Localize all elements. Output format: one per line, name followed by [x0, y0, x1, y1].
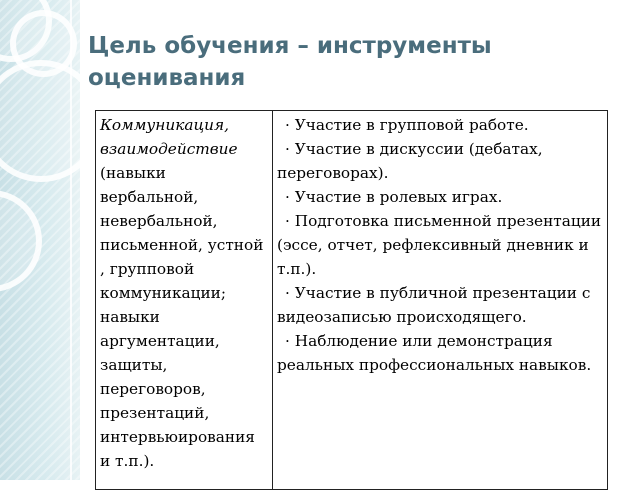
decorative-circle: [0, 60, 80, 182]
slide-title: Цель обучения – инструменты оценивания: [88, 33, 492, 91]
list-item: [277, 329, 603, 377]
list-item: [277, 137, 603, 185]
list-item-text: Наблюдение или демонстрация реальных профессиональных навыков.: [277, 332, 592, 374]
list-item: [277, 209, 603, 281]
list-item-text: Участие в ролевых играх.: [294, 188, 503, 206]
competency-cell: [96, 111, 273, 490]
bullet-marker: ·: [285, 284, 290, 302]
table-row: [96, 111, 608, 490]
assessment-table: [95, 110, 608, 490]
competency-name: Коммуникация, взаимодействие: [100, 116, 238, 158]
list-item-text: Участие в дискуссии (дебатах, переговорах).: [277, 140, 543, 182]
competency-description: (навыки вербальной, невербальной, письменной, устной , групповой коммуникации; навыки аргументации, защиты, переговоров, презентаций, интервьюирования и т.п.).: [100, 164, 264, 470]
bullet-marker: ·: [285, 188, 290, 206]
list-item: [277, 281, 603, 329]
list-item: [277, 113, 603, 137]
list-item-text: Подготовка письменной презентации (эссе, отчет, рефлексивный дневник и т.п.).: [277, 212, 602, 278]
instruments-cell: [273, 111, 608, 490]
decorative-divider: [70, 0, 72, 480]
bullet-marker: ·: [285, 140, 290, 158]
decorative-strip: [0, 0, 80, 480]
bullet-marker: ·: [285, 212, 290, 230]
list-item-text: Участие в публичной презентации с видеозаписью происходящего.: [277, 284, 591, 326]
list-item-text: Участие в групповой работе.: [294, 116, 529, 134]
list-item: [277, 185, 603, 209]
bullet-marker: ·: [285, 332, 290, 350]
bullet-marker: ·: [285, 116, 290, 134]
